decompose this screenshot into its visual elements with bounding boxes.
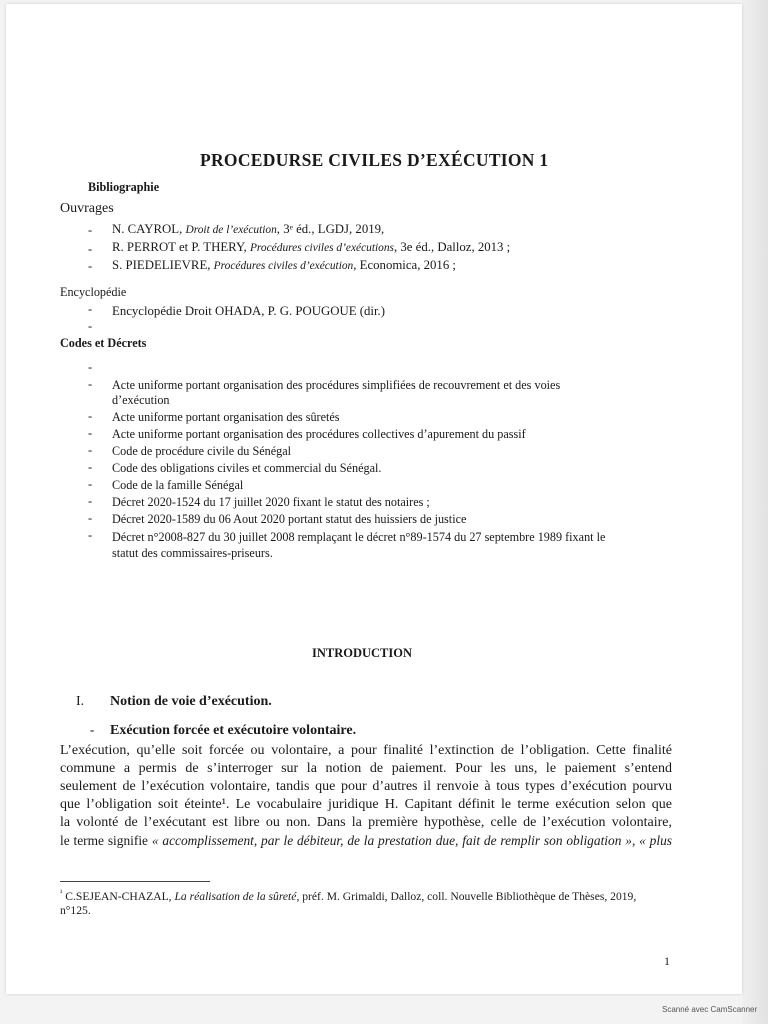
- list-bullet: -: [88, 494, 93, 508]
- list-bullet: -: [88, 377, 93, 391]
- section-number: I.: [76, 694, 85, 709]
- footnote-details: , préf. M. Grimaldi, Dalloz, coll. Nouvelle Bibliothèque de Thèses, 2019,: [296, 889, 637, 903]
- code-item-9-cont: statut des commissaires-priseurs.: [112, 546, 273, 560]
- code-item-1-cont: d’exécution: [112, 393, 170, 407]
- list-bullet: -: [90, 723, 95, 737]
- document-page: [6, 4, 742, 994]
- subsection-title: Exécution forcée et exécutoire volontaire.: [110, 723, 357, 738]
- list-bullet: -: [88, 319, 93, 333]
- code-item-9: Décret n°2008-827 du 30 juillet 2008 remplaçant le décret n°89-1574 du 27 septembre 1989 fixant le: [112, 530, 606, 544]
- page-number: 1: [664, 954, 670, 968]
- ouvrage-author: S. PIEDELIEVRE,: [112, 258, 214, 272]
- ouvrage-details: , 3e éd., Dalloz, 2013 ;: [393, 240, 511, 254]
- list-bullet: -: [88, 223, 93, 237]
- list-bullet: -: [88, 477, 93, 491]
- scan-edge-shadow: [742, 0, 768, 1024]
- ouvrage-details: , 3ᵉ éd., LGDJ, 2019,: [276, 222, 385, 236]
- ouvrage-title: Droit de l’exécution: [185, 224, 277, 236]
- ouvrage-details: , Economica, 2016 ;: [353, 258, 456, 272]
- ouvrage-item-2: [112, 240, 510, 255]
- ouvrage-author: R. PERROT et P. THERY,: [112, 240, 250, 254]
- list-bullet: -: [88, 409, 93, 423]
- paragraph-line-5: la volonté de l’exécutant est libre ou non. Dans la première hypothèse, celle de l’exécution volontaire,: [60, 815, 672, 830]
- list-bullet: -: [88, 426, 93, 440]
- paragraph-line-4: que l’obligation soit éteinte¹. Le vocabulaire juridique H. Capitant définit le terme exécution selon que: [60, 797, 672, 812]
- code-item-8: Décret 2020-1589 du 06 Aout 2020 portant statut des huissiers de justice: [112, 512, 467, 526]
- document-title: PROCEDURSE CIVILES D’EXÉCUTION 1: [200, 150, 549, 170]
- code-item-2: Acte uniforme portant organisation des sûretés: [112, 410, 340, 424]
- paragraph-line-2: commune a permis de s’interroger sur la notion de paiement. Pour les uns, le paiement s’entend: [60, 761, 672, 776]
- paragraph-text: le terme signifie: [60, 833, 152, 848]
- bibliography-heading: Bibliographie: [88, 180, 160, 194]
- encyclopedie-heading: Encyclopédie: [60, 285, 127, 299]
- ouvrage-item-3: [112, 258, 456, 273]
- code-item-5: Code des obligations civiles et commercial du Sénégal.: [112, 461, 382, 475]
- introduction-heading: INTRODUCTION: [312, 646, 413, 660]
- paragraph-text: ,: [631, 833, 640, 848]
- list-bullet: -: [88, 443, 93, 457]
- codes-heading: Codes et Décrets: [60, 336, 147, 350]
- ouvrage-title: Procédures civiles d’exécution: [213, 260, 354, 272]
- code-item-1: Acte uniforme portant organisation des procédures simplifiées de recouvrement et des voies: [112, 378, 561, 392]
- list-bullet: -: [88, 242, 93, 256]
- list-bullet: -: [88, 259, 93, 273]
- footnote-line-2: n°125.: [60, 904, 91, 917]
- paragraph-quote: « plus: [639, 833, 672, 848]
- paragraph-line-3: seulement de l’exécution volontaire, tandis que pour d’autres il renvoie à tous types d’exécution pourvu: [60, 779, 672, 794]
- section-title: Notion de voie d’exécution.: [110, 694, 272, 709]
- footnote-marker: ¹: [60, 888, 63, 897]
- scanner-stamp: Scanné avec CamScanner: [662, 1005, 758, 1014]
- code-item-6: Code de la famille Sénégal: [112, 478, 244, 492]
- footnote-rule: [60, 881, 210, 882]
- ouvrage-title: Procédures civiles d’exécutions: [249, 242, 394, 254]
- paragraph-line-1: L’exécution, qu’elle soit forcée ou volontaire, a pour finalité l’extinction de l’obligation. Cette finalité: [60, 743, 672, 758]
- encyclopedie-item: Encyclopédie Droit OHADA, P. G. POUGOUE (dir.): [112, 304, 385, 318]
- code-item-3: Acte uniforme portant organisation des procédures collectives d’apurement du passif: [112, 427, 526, 441]
- list-bullet: -: [88, 511, 93, 525]
- ouvrages-heading: Ouvrages: [60, 201, 114, 216]
- list-bullet: -: [88, 460, 93, 474]
- code-item-4: Code de procédure civile du Sénégal: [112, 444, 292, 458]
- code-item-7: Décret 2020-1524 du 17 juillet 2020 fixant le statut des notaires ;: [112, 495, 430, 509]
- ouvrage-item-1: [112, 222, 384, 237]
- footnote-author: C.SEJEAN-CHAZAL,: [62, 889, 175, 903]
- footnote: [60, 888, 636, 903]
- footnote-title: La réalisation de la sûreté: [174, 889, 297, 903]
- paragraph-quote: « accomplissement, par le débiteur, de la prestation due, fait de remplir son obligation »: [151, 833, 632, 848]
- ouvrage-author: N. CAYROL,: [112, 222, 186, 236]
- list-bullet: -: [88, 360, 93, 374]
- list-bullet: -: [88, 528, 93, 542]
- paragraph-line-6: [60, 832, 672, 850]
- list-bullet: -: [88, 302, 93, 316]
